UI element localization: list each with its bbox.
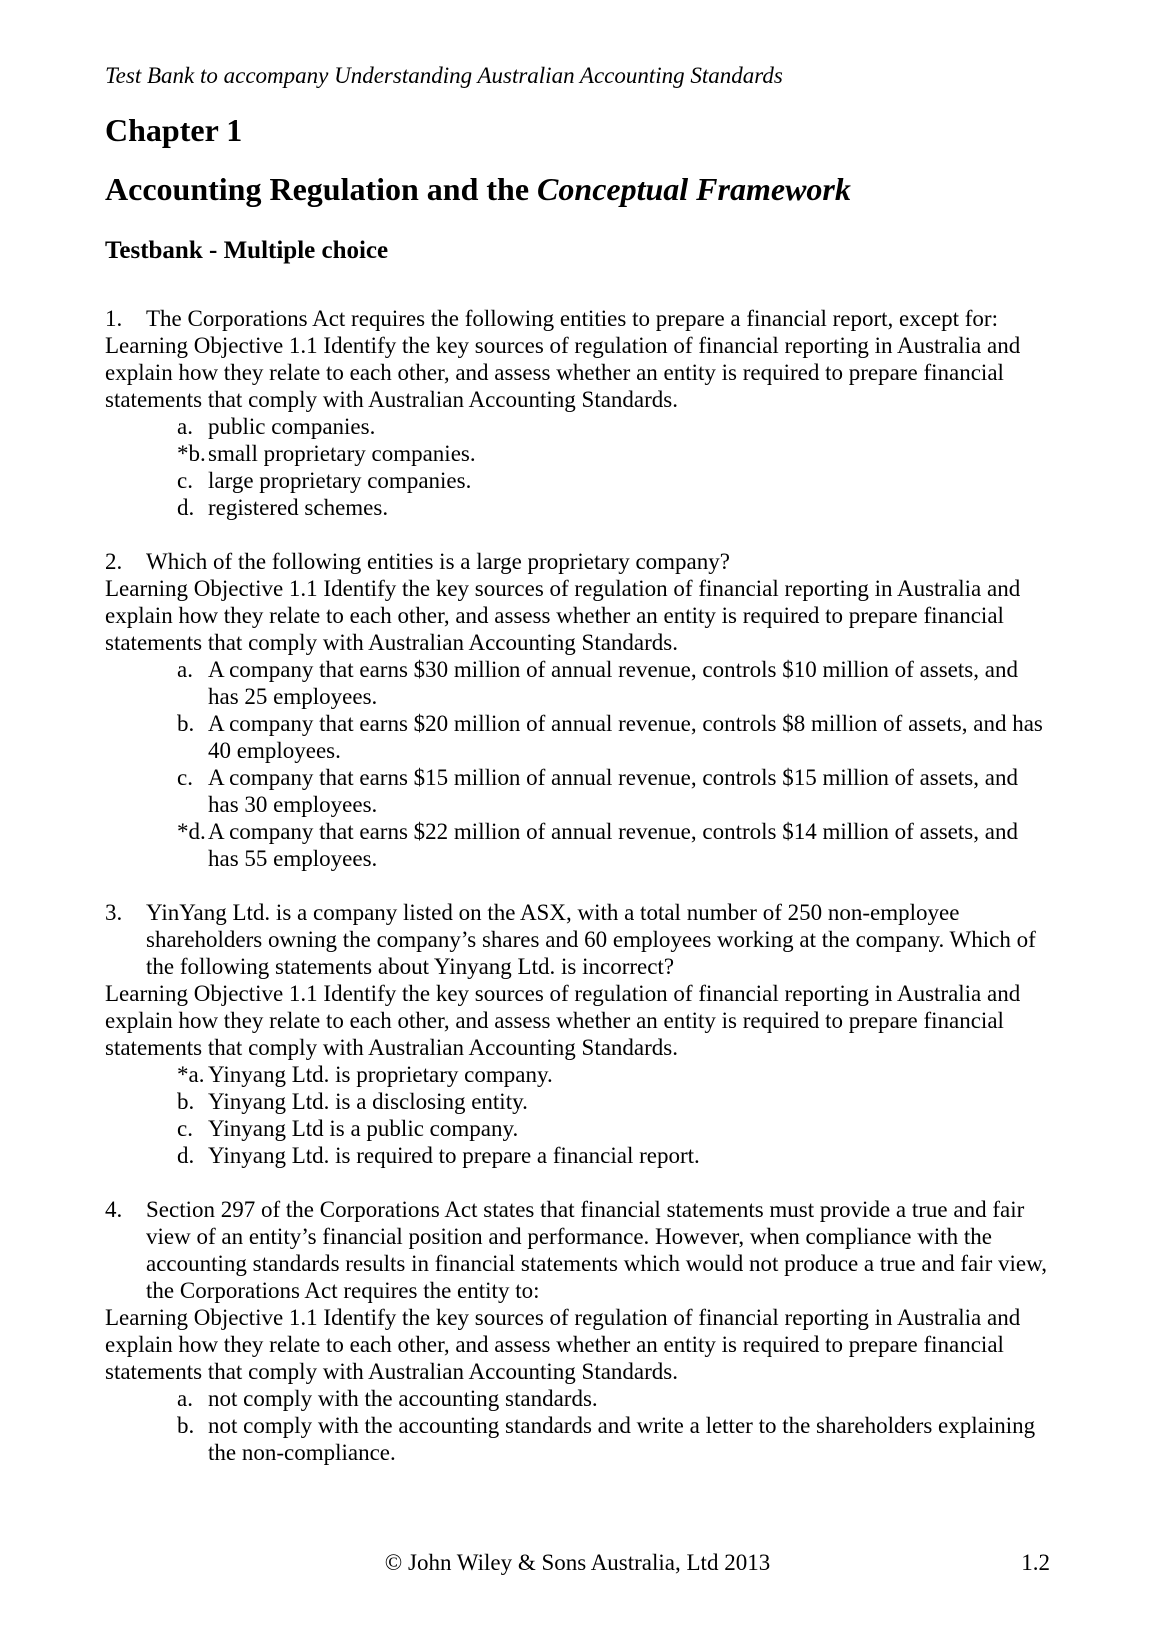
question-3	[105, 899, 1050, 1169]
option	[177, 494, 1050, 521]
option-text: A company that earns $20 million of annual revenue, controls $8 million of assets, and has 40 employees.	[208, 711, 1043, 763]
question-number: 4.	[105, 1197, 123, 1222]
page-title-emphasis: Conceptual Framework	[537, 171, 851, 207]
page-content	[105, 0, 1050, 1466]
option	[177, 1142, 1050, 1169]
option-text: large proprietary companies.	[208, 468, 472, 493]
option-label: b.	[177, 711, 195, 736]
option-text: Yinyang Ltd. is a disclosing entity.	[208, 1089, 528, 1114]
option-text: Yinyang Ltd. is proprietary company.	[208, 1062, 553, 1087]
learning-objective: Learning Objective 1.1 Identify the key sources of regulation of financial reporting in Australia and explain how they relate to each other, and assess whether an entity is required to prepare financial statements that comply with Australian Accounting Standards.	[105, 333, 1021, 412]
footer-page-number: 1.2	[1021, 1550, 1050, 1575]
option	[177, 764, 1050, 818]
option-text: not comply with the accounting standards.	[208, 1386, 598, 1411]
page-footer	[105, 1549, 1050, 1576]
question-stem	[105, 899, 1050, 980]
option-label: d.	[177, 495, 195, 520]
option	[177, 1385, 1050, 1412]
option-text: not comply with the accounting standards and write a letter to the shareholders explaining the non-compliance.	[208, 1413, 1036, 1465]
question-number: 2.	[105, 549, 123, 574]
question-text: The Corporations Act requires the following entities to prepare a financial report, except for:	[146, 306, 998, 331]
option	[177, 413, 1050, 440]
option-text: public companies.	[208, 414, 376, 439]
question-1	[105, 305, 1050, 521]
option-label: c.	[177, 765, 193, 790]
option-label: *d.	[177, 819, 206, 844]
option-text: Yinyang Ltd is a public company.	[208, 1116, 519, 1141]
option	[177, 467, 1050, 494]
question-2	[105, 548, 1050, 872]
option	[177, 656, 1050, 710]
page-title	[105, 170, 1050, 208]
option-text: A company that earns $22 million of annual revenue, controls $14 million of assets, and has 55 employees.	[208, 819, 1018, 871]
question-stem	[105, 1196, 1050, 1304]
option-label: b.	[177, 1413, 195, 1438]
question-number: 1.	[105, 306, 123, 331]
question-stem	[105, 305, 1050, 332]
option-label: c.	[177, 1116, 193, 1141]
option	[177, 1061, 1050, 1088]
section-heading: Testbank - Multiple choice	[105, 237, 389, 264]
learning-objective: Learning Objective 1.1 Identify the key sources of regulation of financial reporting in Australia and explain how they relate to each other, and assess whether an entity is required to prepare financial statements that comply with Australian Accounting Standards.	[105, 576, 1021, 655]
learning-objective: Learning Objective 1.1 Identify the key sources of regulation of financial reporting in Australia and explain how they relate to each other, and assess whether an entity is required to prepare financial statements that comply with Australian Accounting Standards.	[105, 1305, 1021, 1384]
question-text: Which of the following entities is a large proprietary company?	[146, 549, 730, 574]
question-number: 3.	[105, 900, 123, 925]
learning-objective: Learning Objective 1.1 Identify the key sources of regulation of financial reporting in Australia and explain how they relate to each other, and assess whether an entity is required to prepare financial statements that comply with Australian Accounting Standards.	[105, 981, 1021, 1060]
question-stem	[105, 548, 1050, 575]
running-header: Test Bank to accompany Understanding Australian Accounting Standards	[105, 63, 783, 88]
option	[177, 1115, 1050, 1142]
option-text: A company that earns $30 million of annual revenue, controls $10 million of assets, and has 25 employees.	[208, 657, 1018, 709]
option	[177, 818, 1050, 872]
option	[177, 710, 1050, 764]
page-title-text: Accounting Regulation and the	[105, 171, 530, 207]
option-label: b.	[177, 1089, 195, 1114]
question-list	[105, 305, 1050, 1466]
question-4	[105, 1196, 1050, 1466]
question-text: Section 297 of the Corporations Act states that financial statements must provide a true and fair view of an entity’s financial position and performance. However, when compliance with the accounting standards results in financial statements which would not produce a true and fair view, the Corporations Act requires the entity to:	[146, 1197, 1047, 1303]
footer-copyright: © John Wiley & Sons Australia, Ltd 2013	[384, 1550, 771, 1575]
option	[177, 1412, 1050, 1466]
option-label: *b.	[177, 441, 206, 466]
question-text: YinYang Ltd. is a company listed on the ASX, with a total number of 250 non-employee shareholders owning the company’s shares and 60 employees working at the company. Which of the following statements about Yinyang Ltd. is incorrect?	[146, 900, 1036, 979]
option-text: Yinyang Ltd. is required to prepare a financial report.	[208, 1143, 700, 1168]
option-label: d.	[177, 1143, 195, 1168]
option-text: registered schemes.	[208, 495, 389, 520]
option	[177, 440, 1050, 467]
chapter-heading: Chapter 1	[105, 112, 243, 148]
option-label: a.	[177, 414, 193, 439]
option-label: c.	[177, 468, 193, 493]
option	[177, 1088, 1050, 1115]
option-text: small proprietary companies.	[208, 441, 476, 466]
option-text: A company that earns $15 million of annual revenue, controls $15 million of assets, and has 30 employees.	[208, 765, 1018, 817]
option-label: a.	[177, 657, 193, 682]
option-label: *a.	[177, 1062, 205, 1087]
option-label: a.	[177, 1386, 193, 1411]
